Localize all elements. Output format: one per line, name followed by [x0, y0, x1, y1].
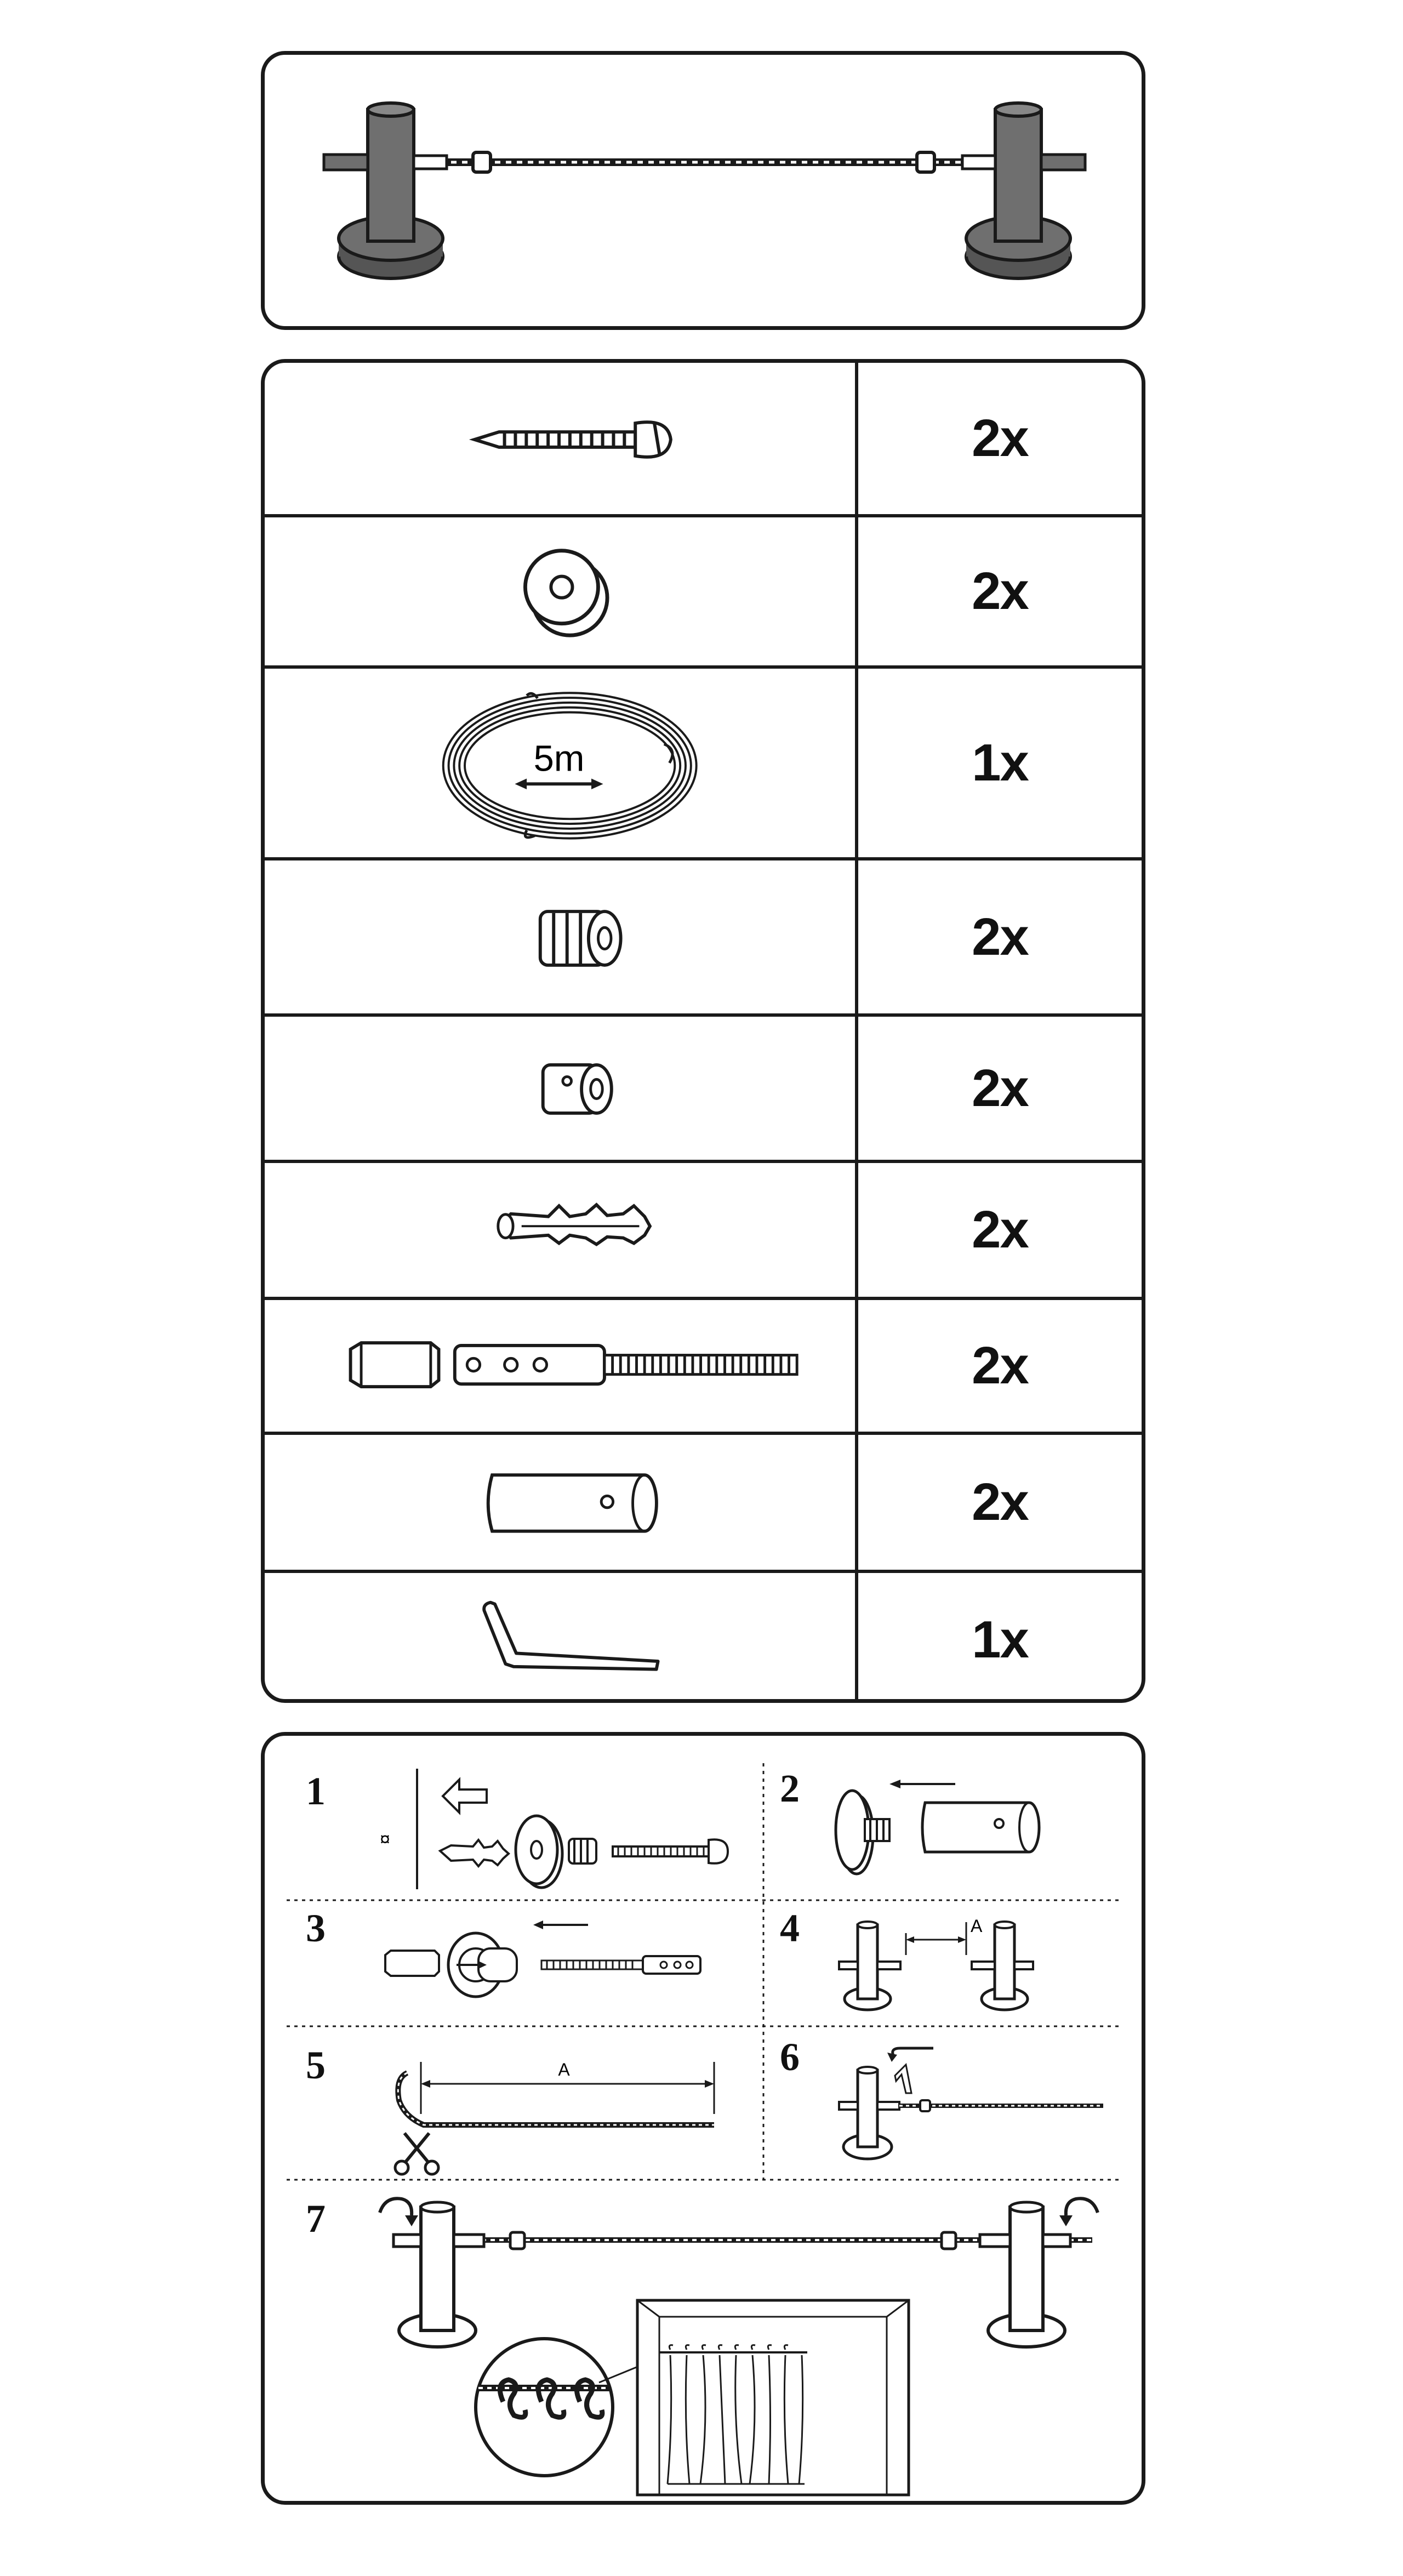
- step-6-diagram: [824, 2032, 1120, 2180]
- step-3-number: 3: [306, 1906, 326, 1950]
- step-5-number: 5: [306, 2043, 326, 2087]
- screw-icon: [265, 363, 855, 514]
- step-3-diagram: [374, 1900, 758, 2026]
- left-clamp-icon: [473, 152, 491, 172]
- part-qty: 2x: [972, 1058, 1028, 1118]
- step-1-number: 1: [306, 1769, 326, 1813]
- part-row-hex-key: [265, 1570, 1142, 1703]
- step-4-diagram: [818, 1900, 1120, 2026]
- part-qty: 2x: [972, 409, 1028, 468]
- part-qty: 2x: [972, 562, 1028, 620]
- part-row-wall-disc: [265, 514, 1142, 665]
- part-qty: 2x: [972, 1200, 1028, 1259]
- scissors-icon: [395, 2133, 438, 2174]
- wall-disc-icon: [265, 517, 855, 665]
- step-7-number: 7: [306, 2197, 326, 2241]
- part-qty: 2x: [972, 1336, 1028, 1395]
- curtain-illustration: [637, 2300, 909, 2495]
- hex-key-icon: [265, 1573, 855, 1703]
- step-4-number: 4: [780, 1906, 800, 1950]
- parts-list: [261, 359, 1145, 1703]
- threaded-ring-icon: [265, 860, 855, 1013]
- right-clamp-icon: [917, 152, 934, 172]
- part-row-threaded-ring: [265, 857, 1142, 1013]
- part-row-wire-clamp: [265, 1013, 1142, 1160]
- step-2-number: 2: [780, 1766, 800, 1810]
- dimension-a-label: A: [971, 1916, 983, 1936]
- part-row-post-cylinder: [265, 1432, 1142, 1570]
- step-5-diagram: [352, 2032, 758, 2180]
- post-cylinder-icon: [265, 1435, 855, 1570]
- part-qty: 2x: [972, 907, 1028, 966]
- step-7-diagram: [363, 2185, 1120, 2498]
- part-row-tension-bolt: [265, 1297, 1142, 1432]
- step-2-diagram: [813, 1758, 1120, 1900]
- step-1-diagram: [363, 1758, 758, 1900]
- part-row-wire-coil: [265, 665, 1142, 857]
- overview-panel: [261, 51, 1145, 330]
- part-row-wall-plug: [265, 1160, 1142, 1297]
- s-hook-detail: [476, 2339, 659, 2476]
- step-6-number: 6: [780, 2035, 800, 2079]
- wire-length-label: 5m: [533, 738, 585, 779]
- tension-bolt-icon: [265, 1300, 855, 1432]
- part-qty: 1x: [972, 1610, 1028, 1669]
- left-post-icon: [324, 103, 447, 278]
- wire-coil-icon: [265, 669, 855, 857]
- part-qty: 2x: [972, 1473, 1028, 1531]
- wire-rod-overview: [265, 55, 1142, 326]
- assembly-steps: [261, 1732, 1145, 2505]
- dimension-a-label: A: [558, 2060, 570, 2079]
- part-row-screw: [265, 363, 1142, 514]
- right-post-icon: [962, 103, 1085, 278]
- wall-plug-icon: [265, 1163, 855, 1297]
- part-qty: 1x: [972, 733, 1028, 792]
- drill-mark-icon: ¤: [380, 1829, 390, 1850]
- wire-clamp-icon: [265, 1017, 855, 1160]
